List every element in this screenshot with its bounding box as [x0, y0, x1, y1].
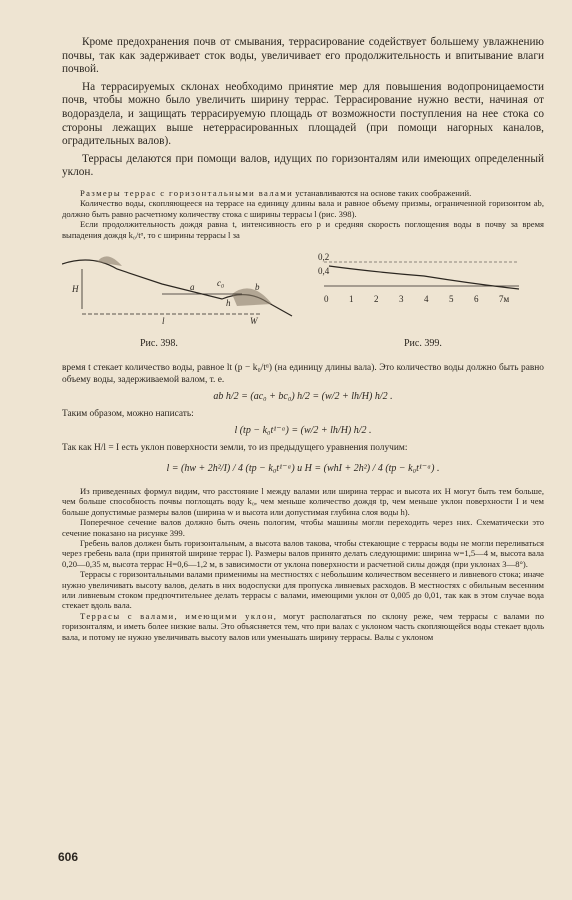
fig399-x-label: 1: [349, 293, 354, 304]
fig398-label-h: h: [226, 297, 231, 308]
paragraph-2: На террасируемых склонах необходимо принятие мер для повышения водопроницаемости почв, чтобы можно было увеличить ширину террас. Террасирование нужно вести, начиная от водораздела, и защищать террасируемую площадь от возможности поступления на нее стока со стороны лежащих выше нетеррасированных площадей (при помощи нагорных каналов, оградительных валов).: [62, 80, 544, 148]
fig399-x-label: 7м: [499, 293, 510, 304]
fig399-y-label-2: 0,4: [318, 265, 330, 276]
fig399-x-label: 0: [324, 293, 329, 304]
fig398-label-w: W: [250, 315, 258, 326]
fig399-x-label: 2: [374, 293, 379, 304]
spaced-phrase-2: Террасы с валами, имеющими уклон,: [80, 610, 278, 621]
fig399-x-label: 3: [399, 293, 404, 304]
small-paragraph-1: [62, 188, 544, 198]
small-paragraph-4: Из приведенных формул видим, что расстояние l между валами или ширина террас и высота их H могут быть тем больше, чем больше способность почвы поглощать воду k₀, чем меньше количество дождя tp, чем меньше уклон поверхности I и чем больше допустимые размеры валов (ширина w и высота или допустимая глубина слоя воды h).: [62, 485, 544, 517]
fig399-y-label-1: 0,2: [318, 251, 330, 262]
paragraph-3: Террасы делаются при помощи валов, идущих по горизонталям или имеющих определенный уклон.: [62, 152, 544, 179]
small-paragraph-8-rest: могут располагаться по склону реже, чем террасы с валами по горизонталям, и иметь более низкие валы. Это объясняется тем, что при валах с уклоном часть скопляющейся воды стекает вдоль вала, и потому не нужно увеличивать высоту валов или уменьшать ширину террасы. Валы с уклоном: [62, 610, 544, 642]
fig398-label-b: b: [255, 281, 260, 292]
equation-2: l (tp − k₀t¹⁻ᵅ) = (w/2 + lh/H) h/2 .: [234, 424, 372, 436]
figure-399: [314, 244, 524, 324]
paragraph-1: Кроме предохранения почв от смывания, террасирование содействует большему увлажнению почвы, так как задерживает сток воды, увеличивает его продолжительность и впитывание влаги почвой.: [62, 36, 544, 76]
small-paragraph-3: Если продолжительность дождя равна t, интенсивность его p и средняя скорость поглощения воды в почву за время выпадения дождя k₀/tᵅ, то с ширины террасы l за: [62, 219, 544, 240]
small-paragraph-6: Гребень валов должен быть горизонтальным, а высота валов такова, чтобы стекающие с террасы воды не могли переливаться через гребень вала (при принятой ширине террас l). Размеры валов принято делать следующими: ширина w=1,5—4 м, высота вала 0,20—0,35 м, высота террас H=0,6—1,2 м, в зависимости от уклона поверхности и расчетной силы дождя (при уклонах 3—8°).: [62, 538, 544, 569]
text-5: Таким образом, можно написать:: [62, 408, 194, 419]
page-number: 606: [58, 850, 79, 864]
figure-398: [62, 244, 302, 334]
small-paragraph-7: Террасы с горизонтальными валами применимы на местностях с небольшим количеством весеннего и ливневого стока; иначе нужно увеличивать высоту валов, делать в них водоспуски для пропуска ливневых расходов. В местностях с обильным весенним или ливневым стоком предпочтительнее делать террасы с валами, имеющими уклон от 0,005 до 0,01, так как в этом случае вода стекает вдоль вала.: [62, 569, 544, 611]
fig399-x-label: 4: [424, 293, 429, 304]
figures-row: [62, 244, 544, 354]
text-4: время t стекает количество воды, равное lt (p − k₀/tᵅ) (на единицу длины вала). Это количество воды должно быть равно объему воды, задерживаемой валом, т. е.: [62, 362, 544, 385]
figure-399-caption: Рис. 399.: [404, 337, 442, 349]
fig399-x-label: 5: [449, 293, 454, 304]
figure-398-caption: Рис. 398.: [140, 337, 178, 349]
equation-1: ab h/2 = (ac₀ + bc₀) h/2 = (w/2 + lh/H) h/2 .: [213, 390, 393, 402]
small-paragraph-1-rest: устанавливаются на основе таких соображений.: [293, 187, 472, 198]
small-paragraph-5: Поперечное сечение валов должно быть очень пологим, чтобы машины могли переходить через них. Схематически это сечение показано на рисунке 399.: [62, 517, 544, 538]
fig398-label-H: H: [72, 283, 79, 294]
small-paragraph-2: Количество воды, скопляющееся на террасе на единицу длины вала и равное объему призмы, ограниченной горизонтом ab, должно быть равно расчетному количеству стока с ширины террасы l (рис. 398).: [62, 198, 544, 219]
fig398-label-l: l: [162, 315, 165, 326]
fig398-label-a: a: [190, 281, 195, 292]
fig398-label-c0: c₀: [217, 277, 225, 288]
text-6: Так как H/l = I есть уклон поверхности земли, то из предыдущего уравнения получим:: [62, 442, 408, 453]
fig399-x-label: 6: [474, 293, 479, 304]
spaced-phrase: Размеры террас с горизонтальными валами: [80, 187, 294, 198]
small-paragraph-8: [62, 611, 544, 642]
equation-3: l = (hw + 2h²/I) / 4 (tp − k₀t¹⁻ᵅ) и H = (whI + 2h²) / 4 (tp − k₀t¹⁻ᵅ) .: [166, 462, 440, 474]
